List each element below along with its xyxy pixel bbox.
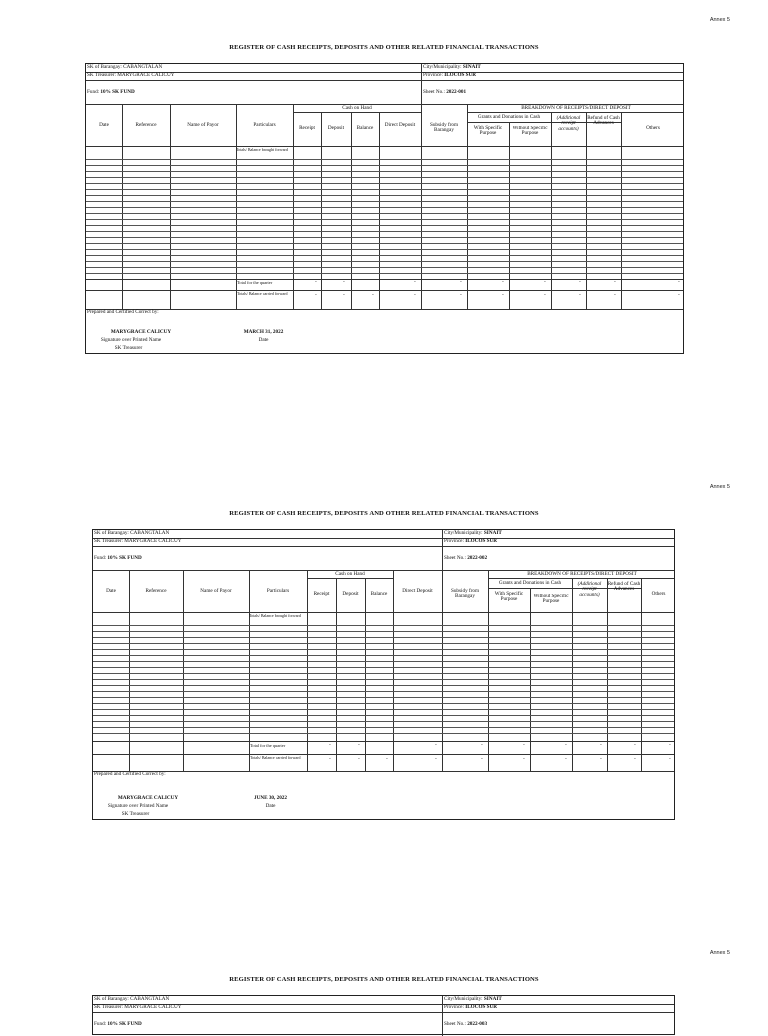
sheet-no-field: Sheet No.: 2022-003: [444, 1021, 488, 1027]
date-label: Date: [258, 337, 269, 343]
position-label: SK Treasurer: [114, 345, 143, 351]
treasurer-field: SK Treasurer: MARYGRACE CALICUY: [94, 1004, 182, 1010]
barangay-field: SK of Barangay: CABANGTALAN: [87, 64, 163, 70]
position-label: SK Treasurer: [121, 811, 150, 817]
total-quarter-label: Total for the quarter: [237, 280, 273, 285]
fund-field: Fund: 10% SK FUND: [87, 89, 135, 95]
col-refund: Refund of Cash Advances: [587, 115, 620, 127]
signer-name: MARYGRACE CALICUY: [110, 329, 172, 335]
col-deposit: Deposit: [327, 125, 345, 131]
col-deposit: Deposit: [342, 591, 359, 597]
sheet-no-field: Sheet No.: 2022-001: [423, 89, 467, 95]
col-grants: Grants and Donations in Cash: [498, 580, 562, 586]
certified-date: JUNE 30, 2022: [254, 795, 287, 801]
col-direct-deposit: Direct Deposit: [402, 588, 433, 594]
col-date: Date: [99, 122, 109, 128]
col-subsidy: Subsidy from Barangay: [450, 588, 480, 600]
col-breakdown: BREAKDOWN OF RECEIPTS/DIRECT DEPOSIT: [527, 571, 637, 577]
brought-forward-label: Totals/ Balance brought forward: [249, 613, 301, 618]
province-field: Province: ILOCOS SUR: [444, 538, 498, 544]
total-quarter-label: Total for the quarter: [250, 743, 286, 748]
carried-forward-label: Totals/ Balance carried forward: [250, 755, 301, 760]
register-form-3: [92, 995, 675, 1035]
carried-forward-label: Totals/ Balance carried forward: [237, 291, 288, 296]
treasurer-field: SK Treasurer: MARYGRACE CALICUY: [94, 538, 182, 544]
col-additional: (Additional receipt accounts): [577, 581, 602, 598]
barangay-field: SK of Barangay: CABANGTALAN: [94, 996, 170, 1002]
certified-label: Prepared and Certified Correct by:: [87, 309, 159, 315]
brought-forward-label: Totals/ Balance brought forward: [236, 147, 288, 152]
col-with-specific: With Specific Purpose: [473, 125, 503, 137]
col-reference: Reference: [145, 588, 167, 594]
col-receipt: Receipt: [313, 591, 330, 597]
register-form-1: SK of Barangay: CABANGTALAN SK Treasurer: MARYGRACE CALICUY City/Municipality: SINAIT Province: ILOCOS SUR Fund: 10% SK FUND Sheet No.: 2022-001 Cash on Hand BREAKDOWN OF RECEIPTS/DIRECT DEPOSIT Date Reference Name of Payor Particulars Receipt Deposit Balance Direct Deposit Subsidy from Barangay Grants and Donations in Cash With Specific Purpose Without Specific Purpose (Additional receipt accounts) Refund of Cash Advances Others Totals/ Balance brought forward Total for the quarter - - - - - - - - - Totals/ Balance carried forward - - - - - - - - - - Prepared and Certified Correct by: MARYGRACE CALICUY Signature over Printed Name SK Treasurer MARCH 31, 2022 Date: [85, 63, 684, 354]
col-without-specific: Without Specific Purpose: [512, 126, 548, 137]
city-field: City/Municipality: SINAIT: [423, 64, 481, 70]
col-others: Others: [651, 591, 666, 597]
treasurer-field: SK Treasurer: MARYGRACE CALICUY: [87, 72, 175, 78]
col-subsidy: Subsidy from Barangay: [429, 122, 459, 134]
col-particulars: Particulars: [266, 588, 290, 594]
col-reference: Reference: [135, 122, 157, 128]
document-title-3: REGISTER OF CASH RECEIPTS, DEPOSITS AND OTHER RELATED FINANCIAL TRANSACTIONS: [229, 976, 539, 983]
col-breakdown: BREAKDOWN OF RECEIPTS/DIRECT DEPOSIT: [521, 105, 631, 111]
col-payor: Name of Payor: [200, 588, 232, 594]
annex-label-2: Annex 5: [709, 484, 730, 490]
province-field: Province: ILOCOS SUR: [444, 1004, 498, 1010]
col-without-specific: Without Specific Purpose: [533, 594, 569, 605]
barangay-field: SK of Barangay: CABANGTALAN: [94, 530, 170, 536]
annex-label-3: Annex 5: [709, 950, 730, 956]
document-title-2: REGISTER OF CASH RECEIPTS, DEPOSITS AND OTHER RELATED FINANCIAL TRANSACTIONS: [229, 510, 539, 517]
date-label: Date: [265, 803, 276, 809]
document-title-1: REGISTER OF CASH RECEIPTS, DEPOSITS AND OTHER RELATED FINANCIAL TRANSACTIONS: [229, 44, 539, 51]
signature-label: Signature over Printed Name: [100, 337, 162, 343]
register-form-2: SK of Barangay: CABANGTALAN SK Treasurer: MARYGRACE CALICUY City/Municipality: SINAIT Province: ILOCOS SUR Fund: 10% SK FUND Sheet No.: 2022-002 Cash on Hand BREAKDOWN OF RECEIPTS/DIRECT DEPOSIT Date Reference Name of Payor Particulars Receipt Deposit Balance Direct Deposit Subsidy from Barangay Grants and Donations in Cash With Specific Purpose Without Specific Purpose (Additional receipt accounts) Refund of Cash Advances Others Totals/ Balance brought forward Total for the quarter - - - - - - - - - Totals/ Balance carried forward - - - - - - - - - - Prepared and Certified Correct by: MARYGRACE CALICUY Signature over Printed Name SK Treasurer JUNE 30, 2022 Date: [92, 529, 675, 820]
certified-label: Prepared and Certified Correct by:: [94, 771, 166, 777]
sheet-no-field: Sheet No.: 2022-002: [444, 555, 488, 561]
fund-field: Fund: 10% SK FUND: [94, 555, 142, 561]
col-grants: Grants and Donations in Cash: [477, 114, 541, 120]
annex-label-1: Annex 5: [709, 17, 730, 23]
signature-label: Signature over Printed Name: [107, 803, 169, 809]
signer-name: MARYGRACE CALICUY: [117, 795, 179, 801]
col-with-specific: With Specific Purpose: [494, 591, 524, 603]
col-others: Others: [646, 125, 660, 131]
col-refund: Refund of Cash Advances: [607, 581, 641, 593]
certified-date: MARCH 31, 2022: [243, 329, 284, 335]
col-additional: (Additional receipt accounts): [556, 115, 581, 132]
col-date: Date: [106, 588, 116, 594]
col-balance: Balance: [356, 125, 374, 131]
col-payor: Name of Payor: [187, 122, 219, 128]
col-particulars: Particulars: [253, 122, 276, 128]
col-receipt: Receipt: [299, 125, 315, 131]
col-direct-deposit: Direct Deposit: [384, 122, 416, 128]
fund-field: Fund: 10% SK FUND: [94, 1021, 142, 1027]
city-field: City/Municipality: SINAIT: [444, 996, 502, 1002]
col-cash-on-hand: Cash on Hand: [342, 105, 372, 111]
col-balance: Balance: [370, 591, 388, 597]
col-cash-on-hand: Cash on Hand: [335, 571, 365, 577]
province-field: Province: ILOCOS SUR: [423, 72, 477, 78]
city-field: City/Municipality: SINAIT: [444, 530, 502, 536]
